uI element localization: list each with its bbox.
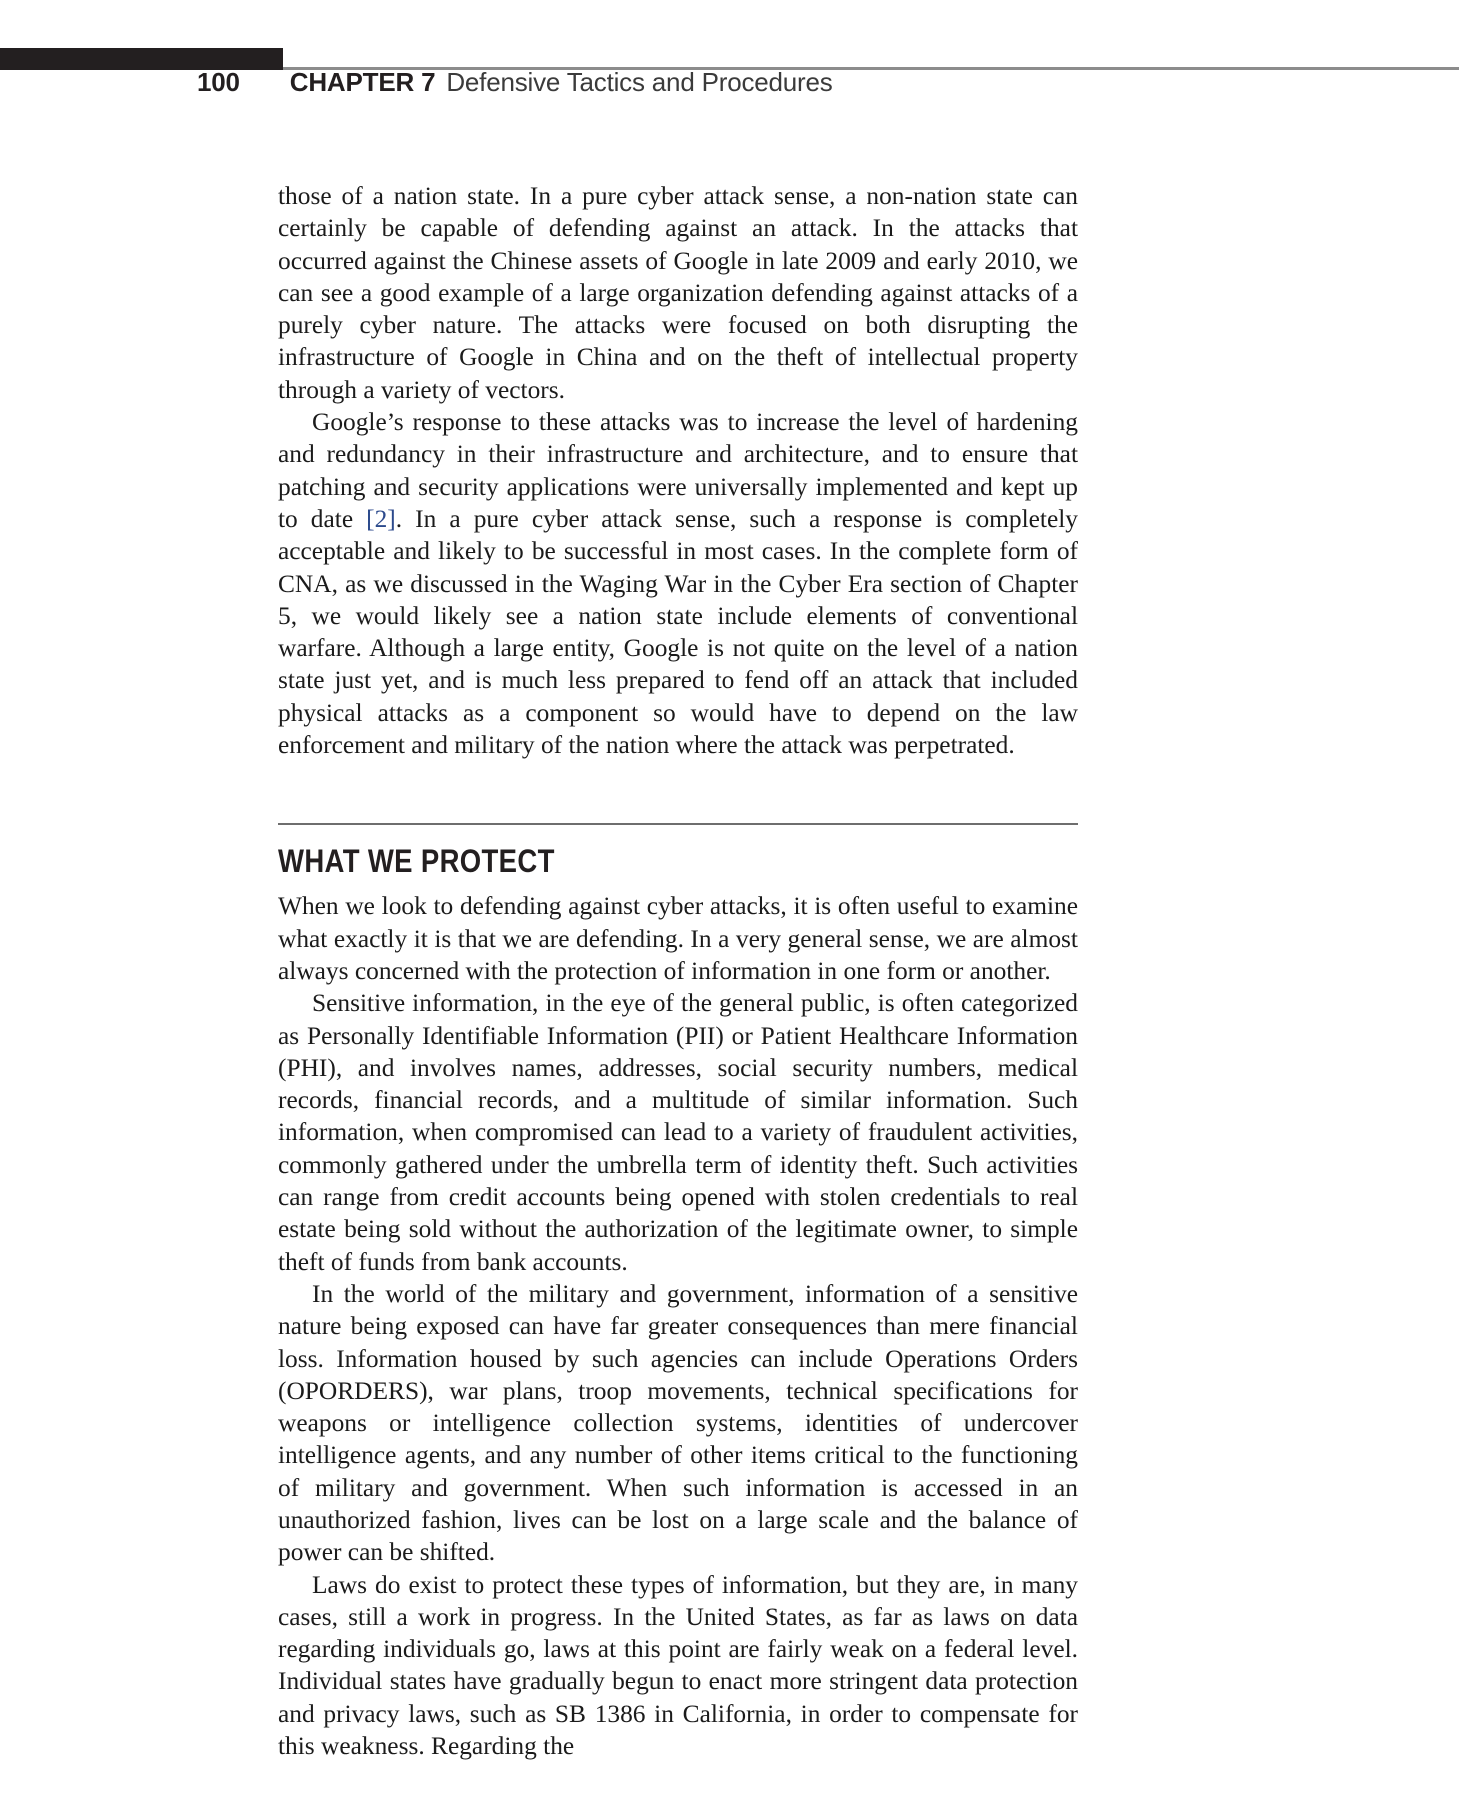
section-divider-rule [278,823,1078,825]
chapter-label: CHAPTER 7 [289,67,436,97]
paragraph-text-after-citation: . In a pure cyber attack sense, such a response is completely acceptable and likely to be successful in most cases. In the complete form of CNA, as we discussed in the Waging War in the Cyber Era section of Chapter 5, we would likely see a nation state include elements of conventional warfare. Although a large entity, Google is not quite on the level of a nation state just yet, and is much less prepared to fend off an attack that included physical attacks as a component so would have to depend on the law enforcement and military of the nation where the attack was perpetrated. [278,504,1078,760]
text-column [278,180,1078,1762]
header-text-row [197,67,833,98]
running-header [0,0,1459,120]
citation-reference-2[interactable]: [2] [366,504,396,533]
section-heading: WHAT WE PROTECT [278,843,555,880]
section-paragraph-2: Sensitive information, in the eye of the general public, is often categorized as Personally Identifiable Information (PII) or Patient Healthcare Information (PHI), and involves names, addresses, social security numbers, medical records, financial records, and a multitude of similar information. Such information, when compromised can lead to a variety of fraudulent activities, commonly gathered under the umbrella term of identity theft. Such activities can range from credit accounts being opened with stolen credentials to real estate being sold without the authorization of the legitimate owner, to simple theft of funds from bank accounts. [278,989,1078,1276]
section-paragraph-1: When we look to defending against cyber attacks, it is often useful to examine what exactly it is that we are defending. In a very general sense, we are almost always concerned with the protection of information in one form or another. [278,892,1078,985]
section-paragraph-4: Laws do exist to protect these types of information, but they are, in many cases, still a work in progress. In the United States, as far as laws on data regarding individuals go, laws at this point are fairly weak on a federal level. Individual states have gradually begun to enact more stringent data protection and privacy laws, such as SB 1386 in California, in order to compensate for this weakness. Regarding the [278,1570,1078,1761]
chapter-title: Defensive Tactics and Procedures [446,67,833,97]
paragraph-google-response [278,406,1078,761]
paragraph-text-before-citation: Google’s response to these attacks was to increase the level of hardening and redundancy in their infrastructure and architecture, and to ensure that patching and security applications were universally implemented and kept up to date [278,408,1078,533]
section-what-we-protect [278,823,1078,1762]
section-paragraph-3: In the world of the military and government, information of a sensitive nature being exposed can have far greater consequences than mere financial loss. Information housed by such agencies can include Operations Orders (OPORDERS), war plans, troop movements, technical specifications for weapons or intelligence collection systems, identities of undercover intelligence agents, and any number of other items critical to the functioning of military and government. When such information is accessed in an unauthorized fashion, lives can be lost on a large scale and the balance of power can be shifted. [278,1279,1078,1567]
paragraph-continuation: those of a nation state. In a pure cyber attack sense, a non-nation state can certainly be capable of defending against an attack. In the attacks that occurred against the Chinese assets of Google in late 2009 and early 2010, we can see a good example of a large organization defending against attacks of a purely cyber nature. The attacks were focused on both disrupting the infrastructure of Google in China and on the theft of intellectual property through a variety of vectors. [278,182,1078,404]
page-number: 100 [197,67,240,97]
